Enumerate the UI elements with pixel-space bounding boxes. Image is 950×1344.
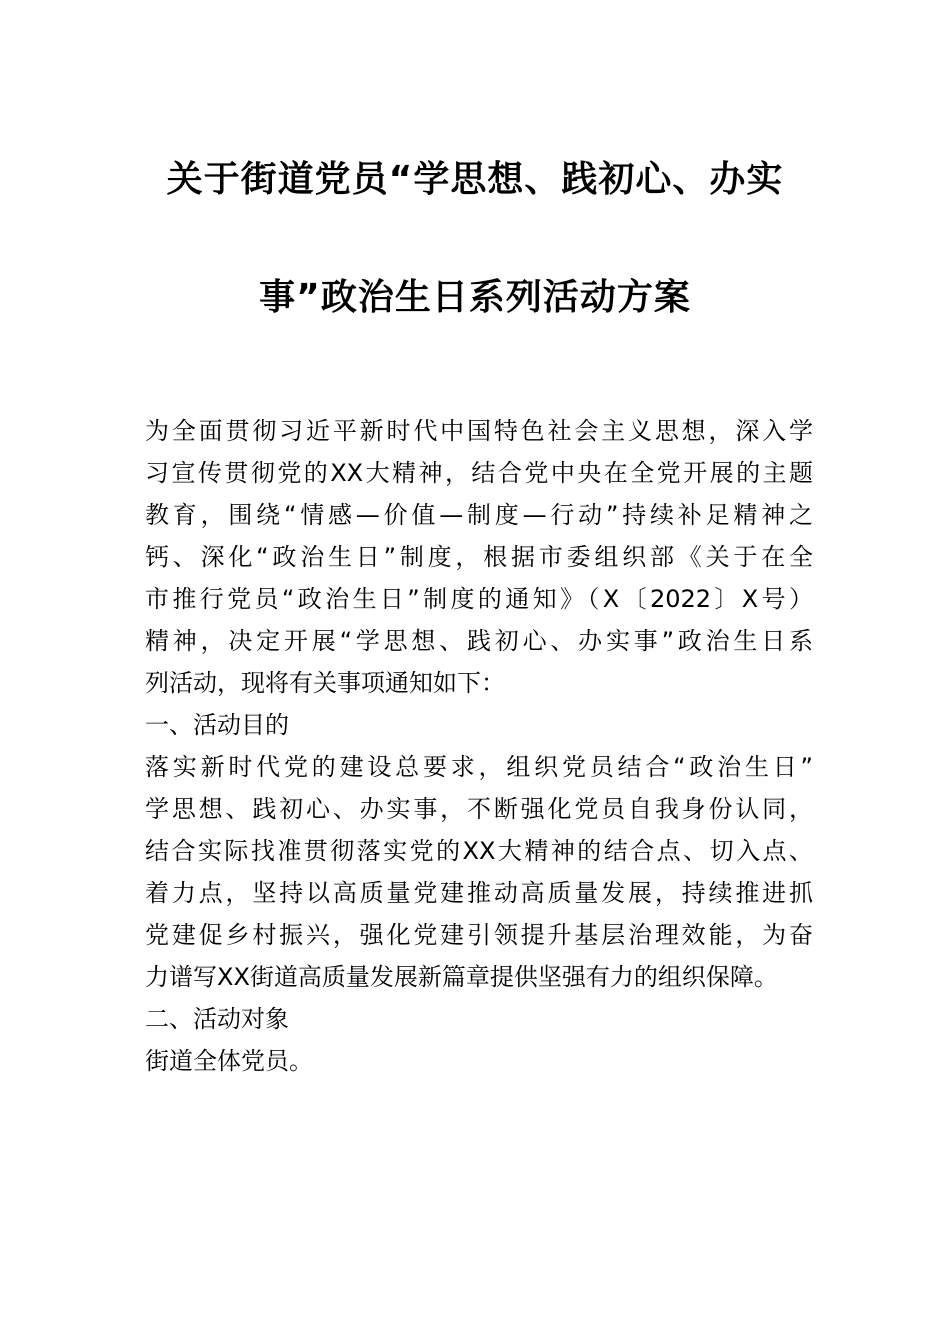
intro-line: 为全面贯彻习近平新时代中国特色社会主义思想，深入学 — [145, 417, 813, 445]
purpose-line: 党建促乡村振兴，强化党建引领提升基层治理效能，为奋 — [145, 921, 813, 949]
document-title-line-2: 事”政治生日系列活动方案 — [259, 277, 691, 318]
intro-line: 市推行党员“政治生日”制度的通知》（X〔2022〕X号） — [145, 585, 813, 613]
intro-line: 精神，决定开展“学思想、践初心、办实事”政治生日系 — [145, 627, 813, 655]
purpose-line: 落实新时代党的建设总要求，组织党员结合“政治生日” — [145, 753, 813, 781]
purpose-line: 力谱写XX街道高质量发展新篇章提供坚强有力的组织保障。 — [145, 963, 778, 991]
document-title-line-1: 关于街道党员“学思想、践初心、办实 — [166, 159, 784, 200]
purpose-line: 结合实际找准贯彻落实党的XX大精神的结合点、切入点、 — [145, 837, 813, 865]
intro-line: 列活动，现将有关事项通知如下： — [145, 669, 505, 697]
target-line: 街道全体党员。 — [145, 1047, 313, 1075]
document-body — [145, 410, 813, 1082]
intro-line: 教育，围绕“情感—价值—制度—行动”持续补足精神之 — [145, 501, 813, 529]
intro-line: 习宣传贯彻党的XX大精神，结合党中央在全党开展的主题 — [145, 459, 813, 487]
intro-line: 钙、深化“政治生日”制度，根据市委组织部《关于在全 — [145, 543, 813, 571]
section-heading-target: 二、活动对象 — [145, 1005, 289, 1033]
purpose-line: 着力点，坚持以高质量党建推动高质量发展，持续推进抓 — [145, 879, 813, 907]
purpose-line: 学思想、践初心、办实事，不断强化党员自我身份认同， — [145, 795, 813, 823]
section-heading-purpose: 一、活动目的 — [145, 711, 289, 739]
